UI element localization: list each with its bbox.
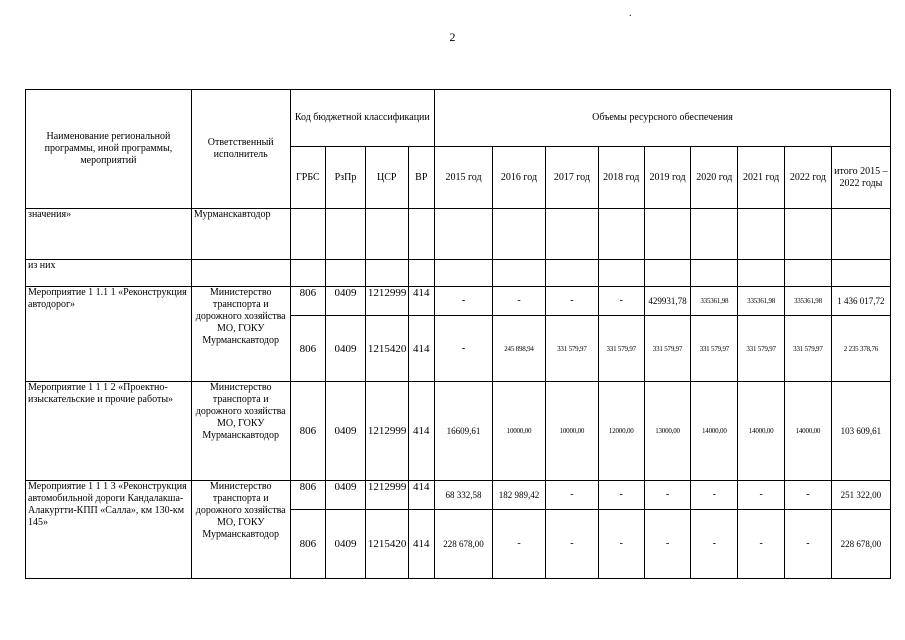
- rzpr-cell: 0409: [326, 510, 366, 579]
- grbs-cell: 806: [290, 316, 326, 382]
- header-code: ВР: [408, 147, 434, 209]
- header-year: 2017 год: [545, 147, 598, 209]
- value-cell: -: [644, 510, 691, 579]
- budget-table: [25, 89, 891, 579]
- measure-name: Мероприятие 1 1 1 3 «Реконструкция автомобильной дороги Кандалакша-Алакуртти-КПП «Салла», км 130-км 145»: [26, 481, 192, 579]
- table-row: [26, 481, 891, 510]
- header-year: 2015 год: [435, 147, 493, 209]
- value-cell: -: [545, 481, 598, 510]
- table-row: [26, 260, 891, 287]
- value-cell: 429931,78: [644, 287, 691, 316]
- value-cell: 16609,61: [435, 382, 493, 481]
- value-cell: -: [598, 481, 644, 510]
- value-cell: -: [785, 510, 832, 579]
- table-row: [26, 382, 891, 481]
- rzpr-cell: 0409: [326, 382, 366, 481]
- page-number: 2: [449, 30, 456, 44]
- value-cell: 13000,00: [644, 382, 691, 481]
- value-cell: -: [644, 481, 691, 510]
- value-cell: 331 579,97: [644, 316, 691, 382]
- value-cell: 228 678,00: [435, 510, 493, 579]
- table-row: [26, 287, 891, 316]
- value-cell: 335361,98: [738, 287, 785, 316]
- value-cell: -: [545, 510, 598, 579]
- value-cell: 68 332,58: [435, 481, 493, 510]
- row-name: значения»: [26, 209, 192, 260]
- vr-cell: 414: [408, 382, 434, 481]
- vr-cell: 414: [408, 287, 434, 316]
- header-volume-group: Объемы ресурсного обеспечения: [435, 90, 891, 147]
- value-cell: 331 579,97: [545, 316, 598, 382]
- grbs-cell: 806: [290, 382, 326, 481]
- row-executor: Мурманскавтодор: [191, 209, 290, 260]
- rzpr-cell: 0409: [326, 316, 366, 382]
- header-year: 2016 год: [493, 147, 546, 209]
- header-year: 2021 год: [738, 147, 785, 209]
- csr-cell: 1212999: [365, 287, 408, 316]
- measure-executor: Министерство транспорта и дорожного хозяйства МО, ГОКУ Мурманскавтодор: [191, 382, 290, 481]
- rzpr-cell: 0409: [326, 287, 366, 316]
- value-cell: 14000,00: [785, 382, 832, 481]
- table-row: [26, 209, 891, 260]
- value-cell: 331 579,97: [738, 316, 785, 382]
- header-code: ГРБС: [290, 147, 326, 209]
- value-cell: -: [545, 287, 598, 316]
- value-cell: -: [785, 481, 832, 510]
- value-cell: 331 579,97: [691, 316, 738, 382]
- value-cell: 335361,98: [691, 287, 738, 316]
- measure-executor: Министерство транспорта и дорожного хозяйства МО, ГОКУ Мурманскавтодор: [191, 287, 290, 382]
- header-year: 2022 год: [785, 147, 832, 209]
- csr-cell: 1215420: [365, 316, 408, 382]
- value-cell: 10000,00: [545, 382, 598, 481]
- value-cell: 12000,00: [598, 382, 644, 481]
- value-cell: 14000,00: [691, 382, 738, 481]
- grbs-cell: 806: [290, 510, 326, 579]
- header-code: РзПр: [326, 147, 366, 209]
- value-cell: 331 579,97: [598, 316, 644, 382]
- value-cell: 14000,00: [738, 382, 785, 481]
- value-cell: -: [435, 316, 493, 382]
- csr-cell: 1212999: [365, 481, 408, 510]
- value-cell: 103 609,61: [831, 382, 890, 481]
- value-cell: 10000,00: [493, 382, 546, 481]
- value-cell: -: [691, 510, 738, 579]
- measure-executor: Министерство транспорта и дорожного хозяйства МО, ГОКУ Мурманскавтодор: [191, 481, 290, 579]
- csr-cell: 1212999: [365, 382, 408, 481]
- csr-cell: 1215420: [365, 510, 408, 579]
- value-cell: 245 898,94: [493, 316, 546, 382]
- value-cell: -: [493, 510, 546, 579]
- vr-cell: 414: [408, 316, 434, 382]
- header-code: ЦСР: [365, 147, 408, 209]
- value-cell: -: [738, 481, 785, 510]
- header-executor: Ответственный исполнитель: [191, 90, 290, 209]
- vr-cell: 414: [408, 481, 434, 510]
- scan-dot: .: [629, 8, 632, 19]
- header-year: 2019 год: [644, 147, 691, 209]
- value-cell: -: [738, 510, 785, 579]
- value-cell: -: [493, 287, 546, 316]
- value-cell: 335361,98: [785, 287, 832, 316]
- value-cell: -: [435, 287, 493, 316]
- header-year: 2018 год: [598, 147, 644, 209]
- value-cell: 331 579,97: [785, 316, 832, 382]
- value-cell: 1 436 017,72: [831, 287, 890, 316]
- header-code-group: Код бюджетной классификации: [290, 90, 434, 147]
- value-cell: -: [691, 481, 738, 510]
- value-cell: 251 322,00: [831, 481, 890, 510]
- measure-name: Мероприятие 1 1 1 2 «Проектно-изыскательские и прочие работы»: [26, 382, 192, 481]
- value-cell: 182 989,42: [493, 481, 546, 510]
- row-name: из них: [26, 260, 192, 287]
- value-cell: 228 678,00: [831, 510, 890, 579]
- header-year: 2020 год: [691, 147, 738, 209]
- grbs-cell: 806: [290, 287, 326, 316]
- value-cell: -: [598, 510, 644, 579]
- header-year-total: итого 2015 – 2022 годы: [831, 147, 890, 209]
- measure-name: Мероприятие 1 1.1 1 «Реконструкция автодорог»: [26, 287, 192, 382]
- rzpr-cell: 0409: [326, 481, 366, 510]
- header-name: Наименование региональной программы, иной программы, мероприятий: [26, 90, 192, 209]
- value-cell: -: [598, 287, 644, 316]
- grbs-cell: 806: [290, 481, 326, 510]
- value-cell: 2 235 378,76: [831, 316, 890, 382]
- vr-cell: 414: [408, 510, 434, 579]
